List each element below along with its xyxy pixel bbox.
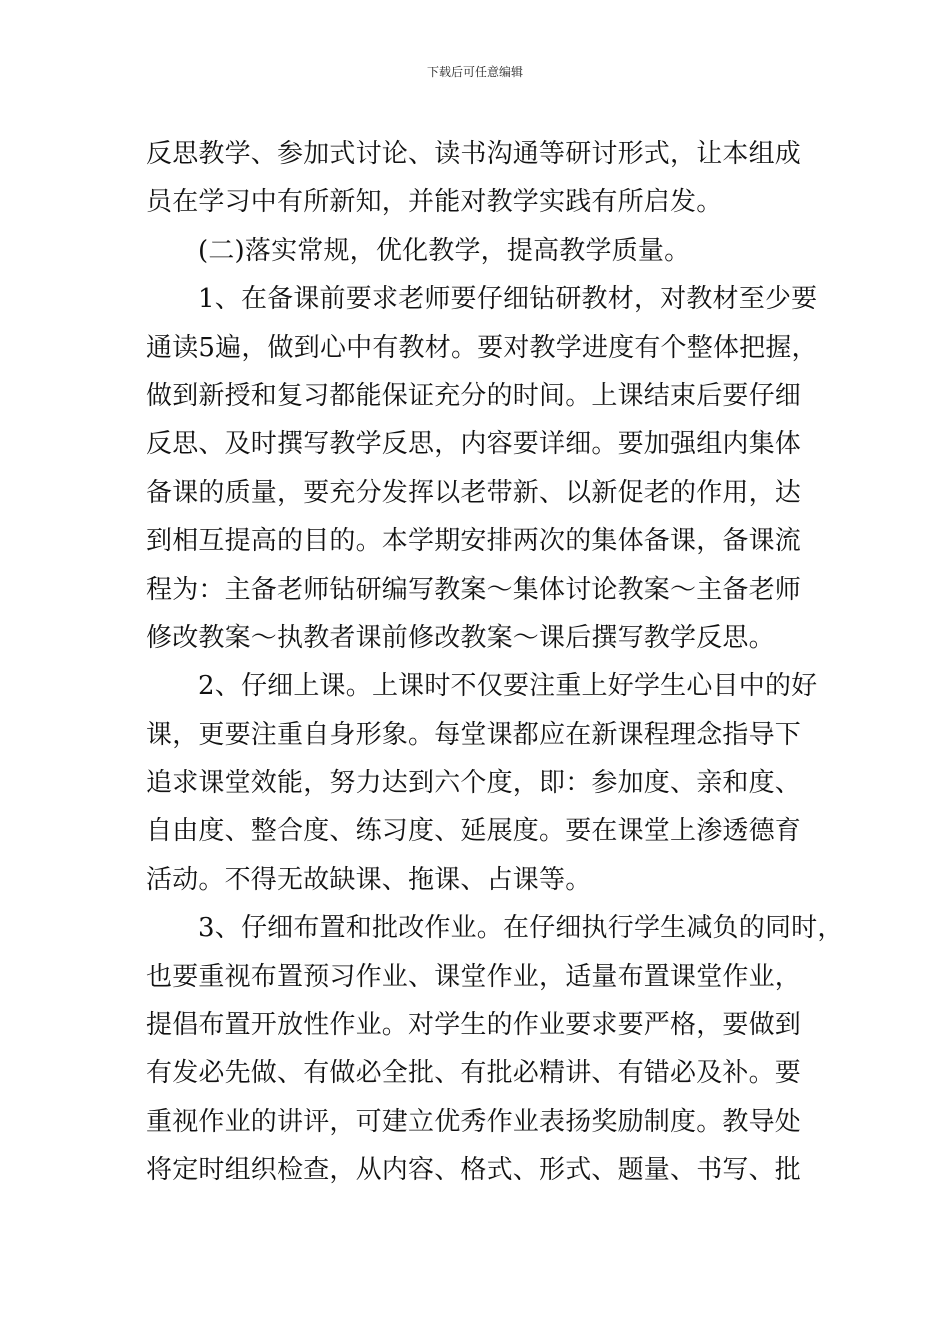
- text-line: 将定时组织检查，从内容、格式、形式、题量、书写、批: [146, 1155, 802, 1186]
- text-line: 活动。不得无故缺课、拖课、占课等。: [146, 864, 592, 895]
- document-body: [146, 130, 844, 1195]
- text-line: 课，更要注重自身形象。每堂课都应在新课程理念指导下: [146, 719, 802, 750]
- text-line: 通读5遍，做到心中有教材。要对教学进度有个整体把握，: [146, 332, 818, 363]
- text-line: 修改教案～执教者课前修改教案～课后撰写教学反思。: [146, 622, 775, 653]
- text-line: 到相互提高的目的。本学期安排两次的集体备课，备课流: [146, 526, 802, 557]
- text-line: 自由度、整合度、练习度、延展度。要在课堂上渗透德育: [146, 816, 802, 847]
- text-line: (二)落实常规，优化教学，提高教学质量。: [198, 235, 691, 266]
- page-header-note: 下载后可任意编辑: [426, 65, 523, 79]
- text-line: 提倡布置开放性作业。对学生的作业要求要严格，要做到: [146, 1010, 802, 1041]
- text-line: 程为：主备老师钻研编写教案～集体讨论教案～主备老师: [146, 574, 802, 605]
- text-line: 反思、及时撰写教学反思，内容要详细。要加强组内集体: [146, 429, 802, 460]
- text-line: 备课的质量，要充分发挥以老带新、以新促老的作用，达: [146, 477, 802, 508]
- text-line: 有发必先做、有做必全批、有批必精讲、有错必及补。要: [146, 1058, 802, 1089]
- text-line: 1、在备课前要求老师要仔细钻研教材，对教材至少要: [198, 284, 818, 315]
- text-line: 追求课堂效能，努力达到六个度，即：参加度、亲和度、: [146, 768, 802, 799]
- text-line: 做到新授和复习都能保证充分的时间。上课结束后要仔细: [146, 380, 802, 411]
- text-line: 2、仔细上课。上课时不仅要注重上好学生心目中的好: [198, 671, 818, 702]
- text-line: 也要重视布置预习作业、课堂作业，适量布置课堂作业，: [146, 961, 802, 992]
- text-line: 3、仔细布置和批改作业。在仔细执行学生减负的同时，: [198, 913, 844, 944]
- text-line: 员在学习中有所新知，并能对教学实践有所启发。: [146, 187, 723, 218]
- text-line: 反思教学、参加式讨论、读书沟通等研讨形式，让本组成: [146, 139, 802, 169]
- text-line: 重视作业的讲评，可建立优秀作业表扬奖励制度。教导处: [146, 1106, 802, 1137]
